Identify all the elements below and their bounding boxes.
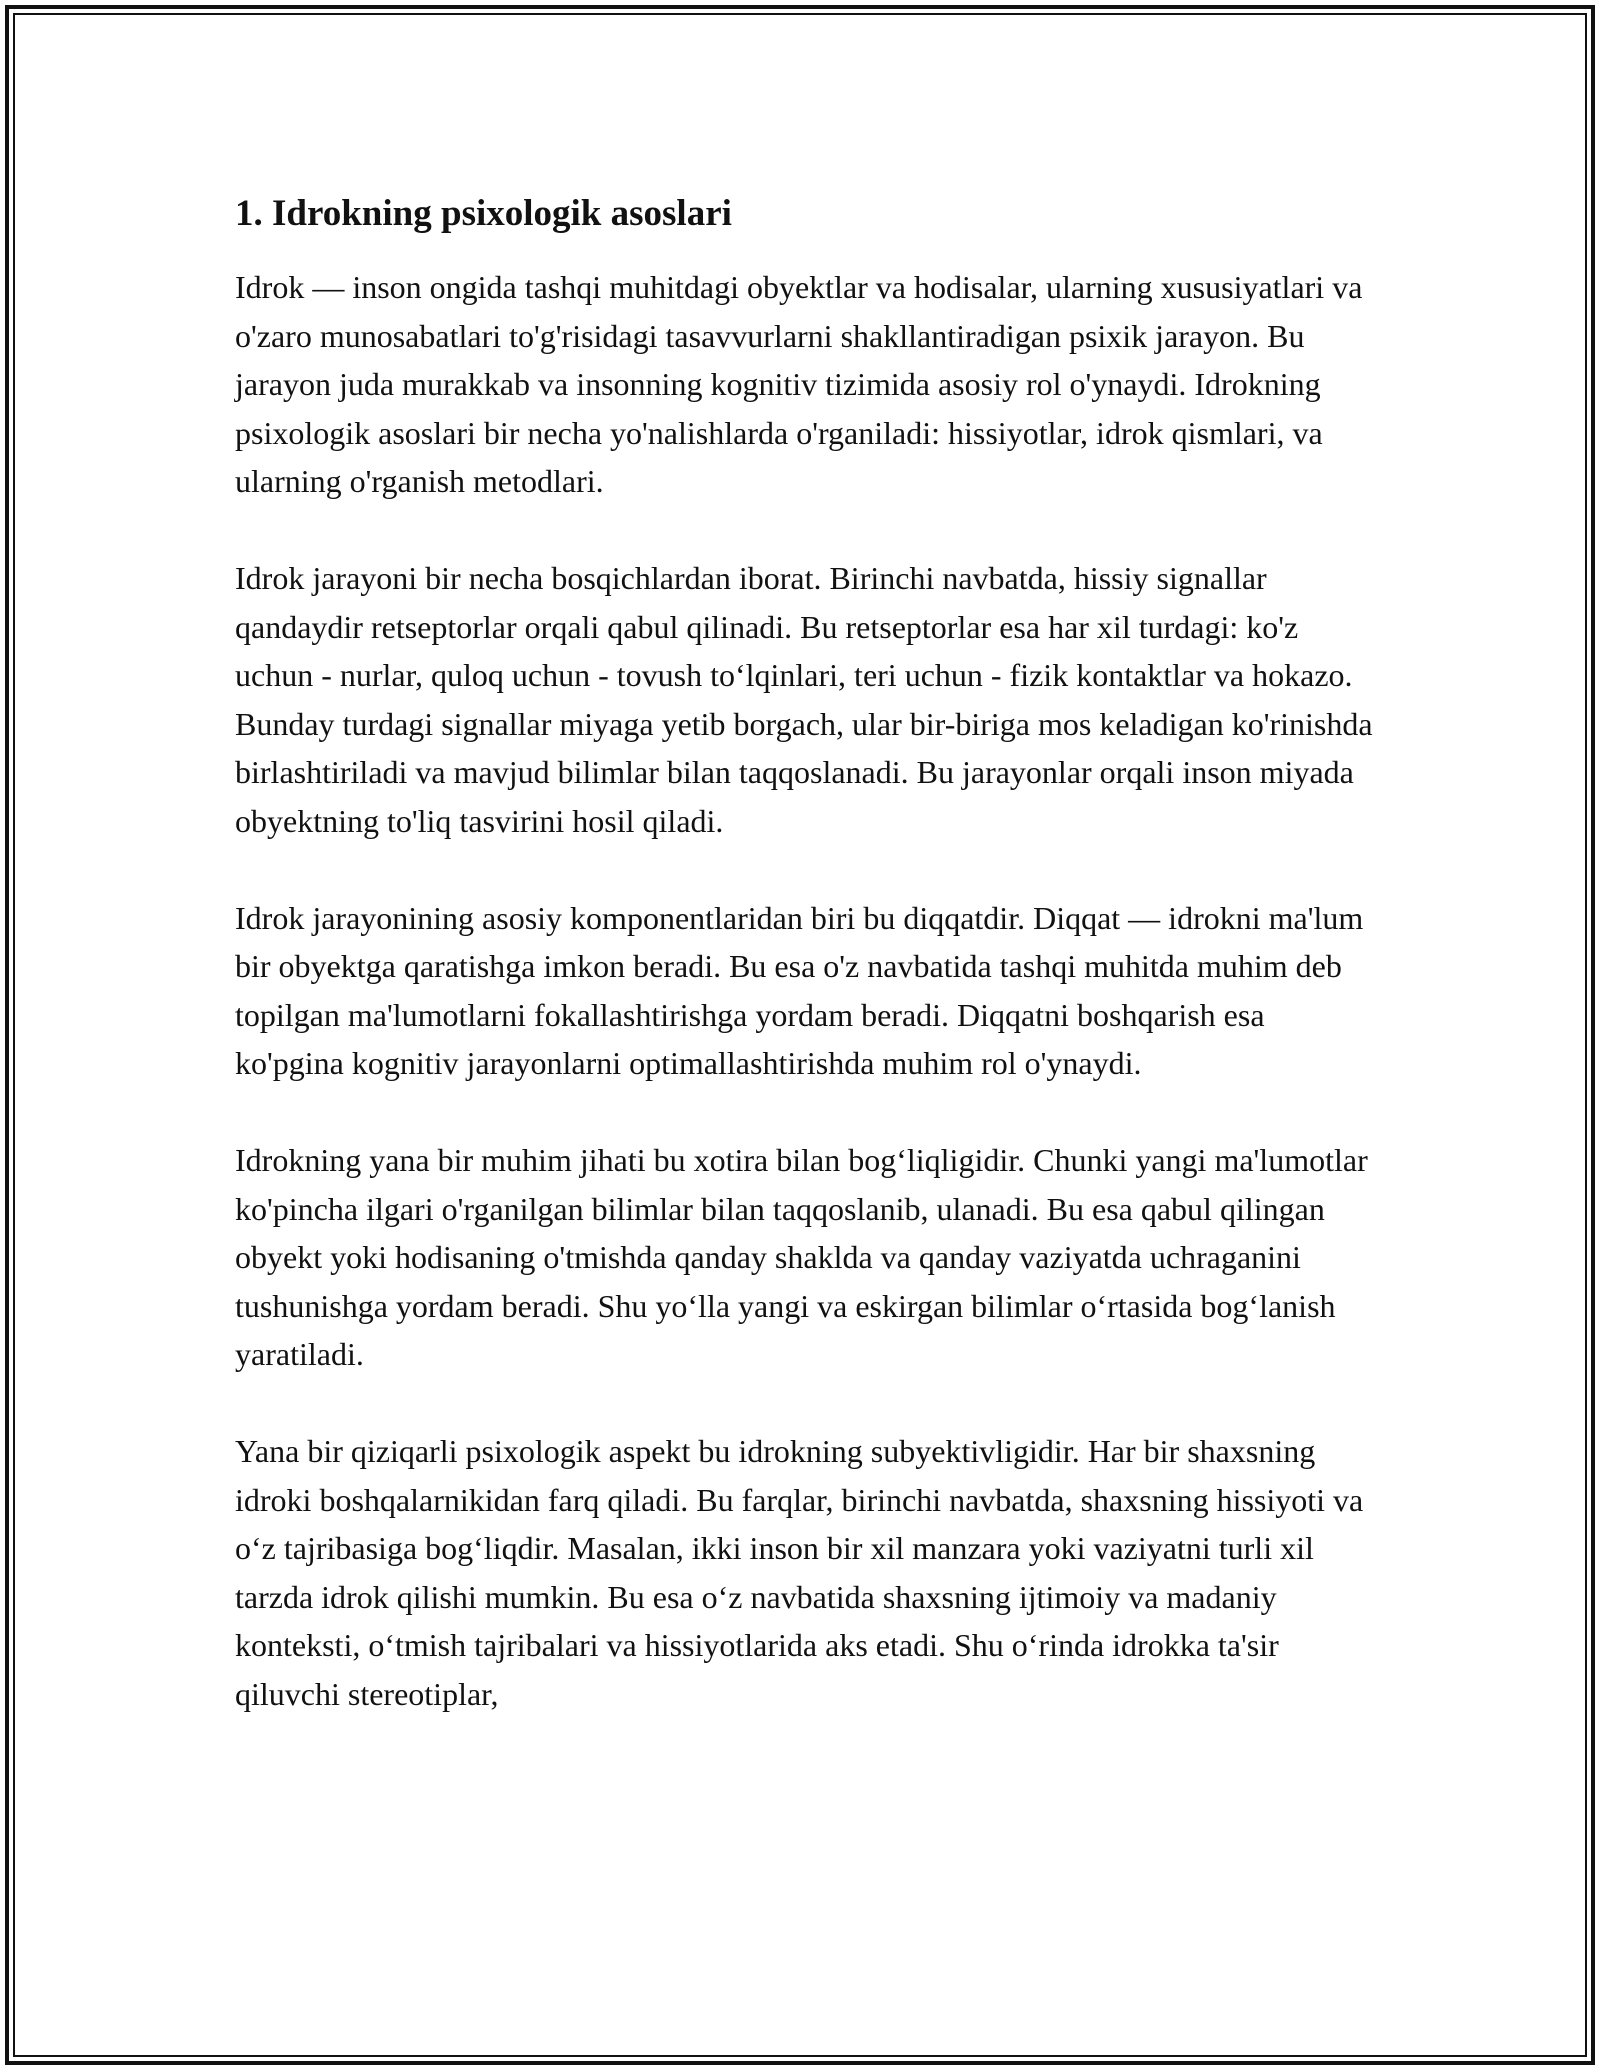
document-title: 1. Idrokning psixologik asoslari bbox=[235, 193, 732, 234]
paragraph-5: Yana bir qiziqarli psixologik aspekt bu idrokning subyektivligidir. Har bir shaxsning idroki boshqalarnikidan farq qiladi. Bu farqlar, birinchi navbatda, shaxsning hissiyoti va o‘z tajribasiga bog‘liqdir. Masalan, ikki inson bir xil manzara yoki vaziyatni turli xil tarzda idrok qilishi mumkin. Bu esa o‘z navbatida shaxsning ijtimoiy va madaniy konteksti, o‘tmish tajribalari va hissiyotlarida aks etadi. Shu o‘rinda idrokka ta'sir qiluvchi stereotiplar, bbox=[235, 1433, 1364, 1712]
paragraph-2: Idrok jarayoni bir necha bosqichlardan iborat. Birinchi navbatda, hissiy signallar qandaydir retseptorlar orqali qabul qilinadi. Bu retseptorlar esa har xil turdagi: ko'z uchun - nurlar, quloq uchun - tovush to‘lqinlari, teri uchun - fizik kontaktlar va hokazo. Bunday turdagi signallar miyaga yetib borgach, ular bir-biriga mos keladigan ko'rinishda birlashtiriladi va mavjud bilimlar bilan taqqoslanadi. Bu jarayonlar orqali inson miyada obyektning to'liq tasvirini hosil qiladi. bbox=[235, 560, 1373, 839]
document-body bbox=[235, 185, 1375, 1767]
paragraph-4: Idrokning yana bir muhim jihati bu xotira bilan bog‘liqligidir. Chunki yangi ma'lumotlar ko'pincha ilgari o'rganilgan bilimlar bilan taqqoslanib, ulanadi. Bu esa qabul qilingan obyekt yoki hodisaning o'tmishda qanday shaklda va qanday vaziyatda uchraganini tushunishga yordam beradi. Shu yo‘lla yangi va eskirgan bilimlar o‘rtasida bog‘lanish yaratiladi. bbox=[235, 1142, 1368, 1372]
paragraph-1: Idrok — inson ongida tashqi muhitdagi obyektlar va hodisalar, ularning xususiyatlari va o'zaro munosabatlari to'g'risidagi tasavvurlarni shakllantiradigan psixik jarayon. Bu jarayon juda murakkab va insonning kognitiv tizimida asosiy rol o'ynaydi. Idrokning psixologik asoslari bir necha yo'nalishlarda o'rganiladi: hissiyotlar, idrok qismlari, va ularning o'rganish metodlari. bbox=[235, 269, 1363, 499]
paragraph-3: Idrok jarayonining asosiy komponentlaridan biri bu diqqatdir. Diqqat — idrokni ma'lum bir obyektga qaratishga imkon beradi. Bu esa o'z navbatida tashqi muhitda muhim deb topilgan ma'lumotlarni fokallashtirishga yordam beradi. Diqqatni boshqarish esa ko'pgina kognitiv jarayonlarni optimallashtirishda muhim rol o'ynaydi. bbox=[235, 899, 1364, 1081]
